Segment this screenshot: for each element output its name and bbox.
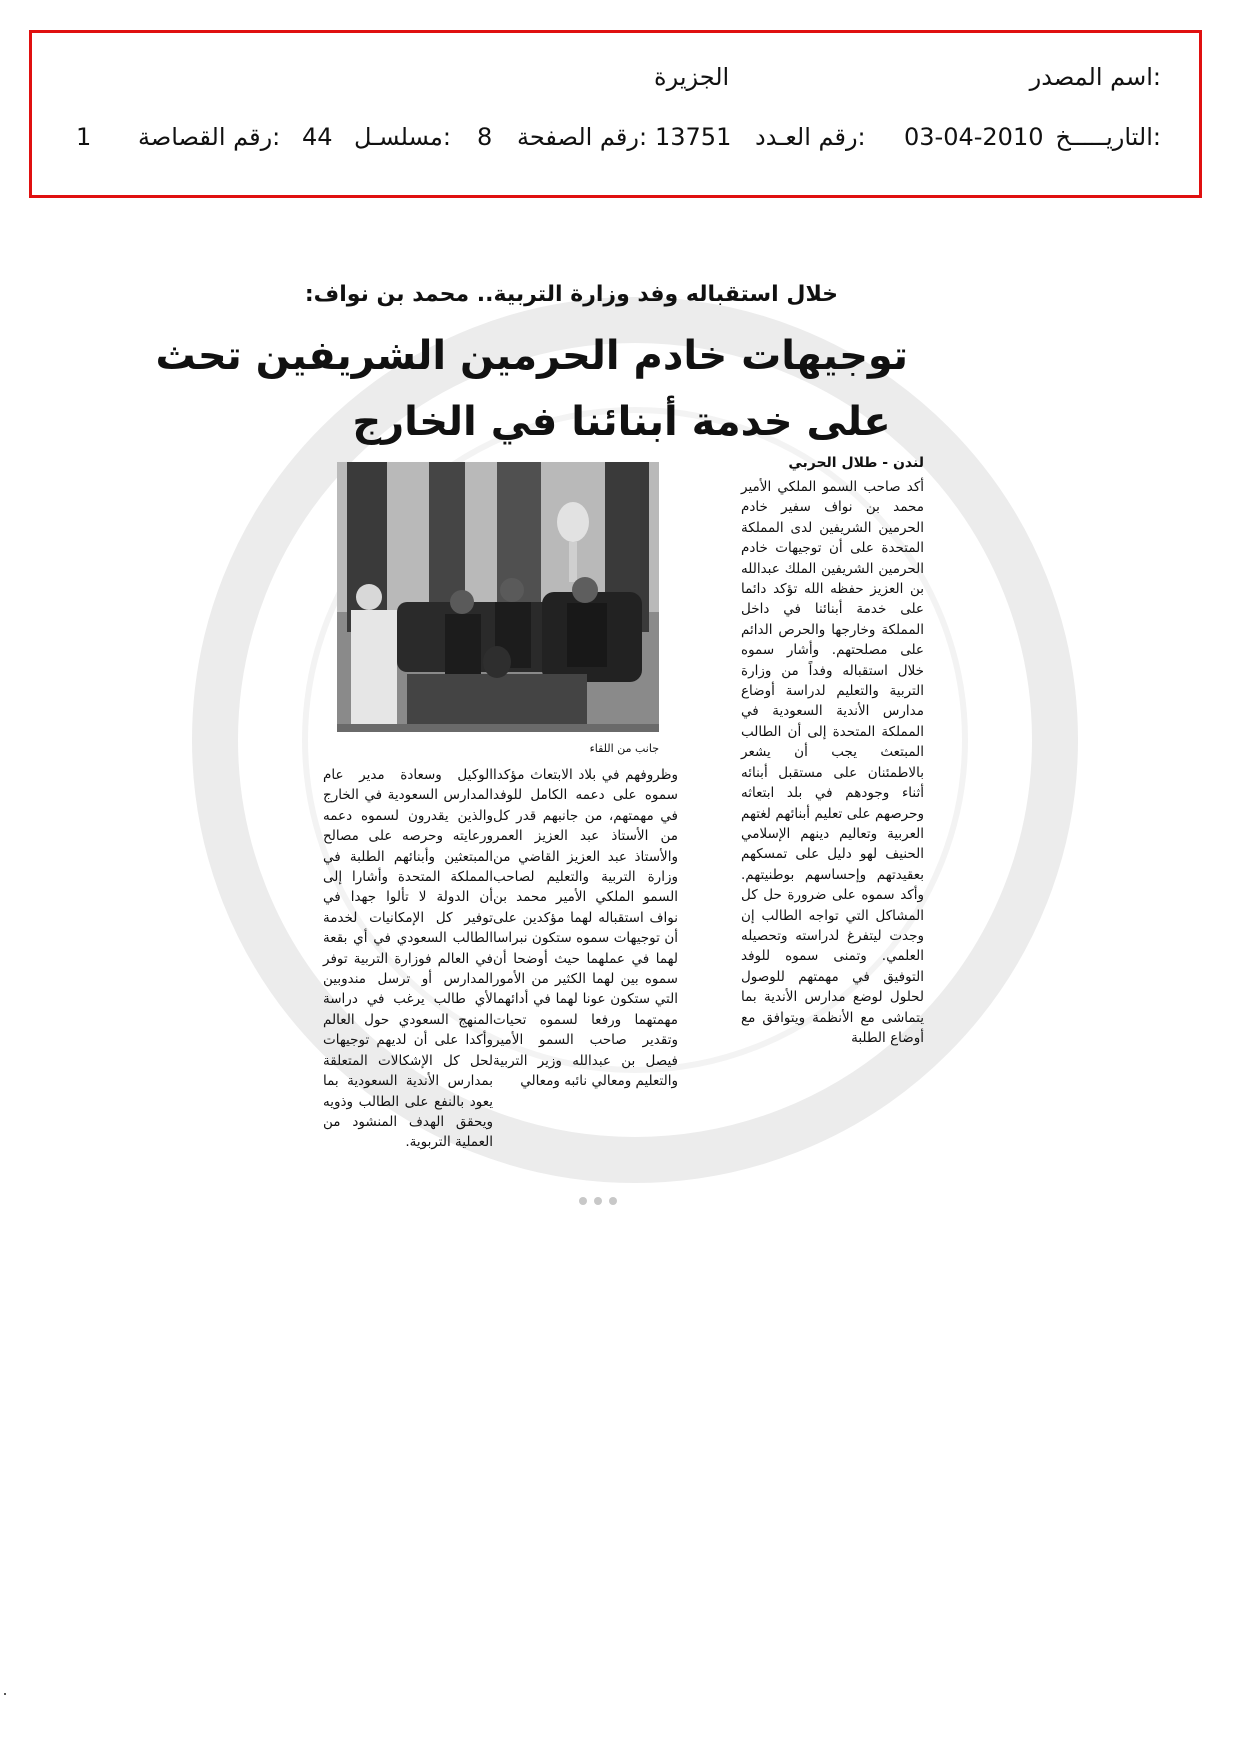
newspaper-photo [337, 462, 659, 732]
serial-label: مسلسـل: [354, 123, 451, 151]
source-value: الجزيرة [654, 63, 730, 91]
clip-value: 1 [76, 123, 92, 151]
serial-value: 44 [302, 123, 333, 151]
photo-caption: جانب من اللقاء [589, 742, 659, 755]
page-value: 8 [477, 123, 493, 151]
scan-artifact-dot [4, 1693, 6, 1695]
source-row [32, 63, 1199, 103]
page-label: رقم الصفحة: [517, 123, 648, 151]
article-headline-line1: توجيهات خادم الحرمين الشريفين تحث [155, 333, 908, 379]
article-kicker: خلال استقباله وفد وزارة التربية.. محمد بن نواف: [304, 282, 838, 307]
article-byline: لندن - طلال الحربي [788, 455, 924, 471]
issue-label: رقم العـدد: [755, 123, 866, 151]
clipping-metadata-box [29, 30, 1202, 198]
issue-value: 13751 [655, 123, 732, 151]
details-row [32, 123, 1199, 163]
article-column-left: الوكيل وسعادة مدير عام المدارس السعودية في الخارج والذين يقدرون لسموه دعمه ورعايته وحرصه على مصالح المبتعثين وأبنائهم الطلبة في المملكة المتحدة وأشارا إلى أن الدولة لا تألوا جهدا في توفير كل الإمكانيات لخدمة الطالب السعودي في أي بقعة في العالم فوزارة التربية توفر المدارس أو ترسل مندوبين لأي طالب يرغب في دراسة المنهج السعودي حول العالم وأكدا على أن لديهم توجيهات لحل كل الإشكالات المتعلقة بمدارس الأندية السعودية بما يعود بالنفع على الطالب وذويه ويحقق الهدف المنشود من العملية التربوية. [323, 767, 493, 1151]
date-label: التاريـــــخ: [1055, 123, 1161, 151]
source-label: اسم المصدر: [1029, 63, 1161, 91]
clip-label: رقم القصاصة: [138, 123, 281, 151]
end-of-article-mark [573, 1196, 643, 1206]
article-headline-line2: على خدمة أبنائنا في الخارج [352, 399, 891, 445]
article-column-right: أكد صاحب السمو الملكي الأمير محمد بن نواف سفير خادم الحرمين الشريفين لدى المملكة المتحدة على أن توجيهات خادم الحرمين الشريفين الملك عبدالله بن العزيز حفظه الله تؤكد دائما على خدمة أبنائنا في داخل المملكة وخارجها والحرص الدائم على مصلحتهم. وأشار سموه خلال استقباله وفداً من وزارة التربية والتعليم لدراسة أوضاع مدارس الأندية السعودية في المملكة المتحدة إلى أن الطالب المبتعث يجب أن يشعر بالاطمئنان على مستقبل أبنائه أثناء وجودهم في بلد ابتعاثه وحرصهم على تعليم أبنائهم لغتهم العربية وتعاليم دينهم الإسلامي الحنيف لهو دليل على تمسكهم بعقيدتهم وإحساسهم بوطنيتهم. وأكد سموه على ضرورة حل كل المشاكل التي تواجه الطالب إن وجدت ليتفرغ لدراسته وتحصيله العلمي. وتمنى سموه للوفد التوفيق في مهمتهم للوصول لحلول لوضع مدارس الأندية بما يتماشى مع الأنظمة ويتوافق مع أوضاع الطلبة [741, 479, 924, 1046]
newspaper-clipping [155, 250, 938, 1210]
date-value: 03-04-2010 [904, 123, 1044, 151]
article-column-middle: وظروفهم في بلاد الابتعاث مؤكدا سموه على دعمه الكامل للوفد في مهمتهم، من جانبهم قدر كل من الأستاذ عبد العزيز العمر والأستاذ عبد العزيز القاضي من وزارة التربية والتعليم لصاحب السمو الملكي الأمير محمد بن نواف استقباله لهما مؤكدين على أن توجيهات سموه ستكون نبراسا لهما في عملهما حيث أوضحا أن سموه بين لهما الكثير من الأمور التي ستكون عونا لهما في أدائهما مهمتهما ورفعا لسموه تحيات وتقدير صاحب السمو الأمير فيصل بن عبدالله وزير التربية والتعليم ومعالي نائبه ومعالي [493, 767, 678, 1090]
